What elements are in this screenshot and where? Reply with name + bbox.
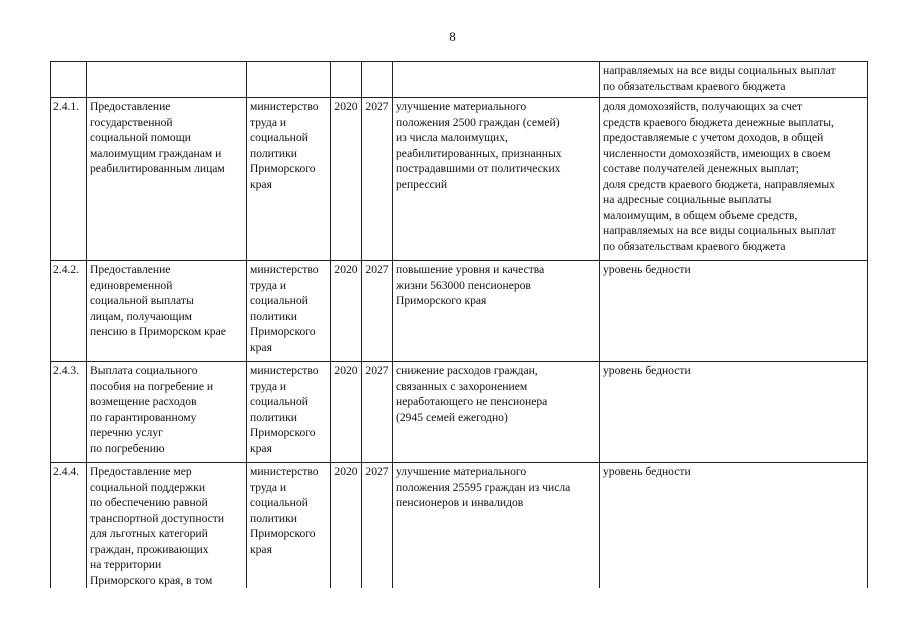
- cell-indicators: уровень бедности: [600, 463, 868, 589]
- cell-number: 2.4.4.: [51, 463, 87, 589]
- cell-measure-name: Предоставление мер социальной поддержки по обеспечению равной транспортной доступности для льготных категорий граждан, проживающих на территории Приморского края, в том: [87, 463, 247, 589]
- cell-end-year: 2027: [362, 261, 393, 362]
- cell-expected-result: улучшение материального положения 25595 граждан из числа пенсионеров и инвалидов: [393, 463, 600, 589]
- cell-number: 2.4.2.: [51, 261, 87, 362]
- table-row: [51, 362, 868, 463]
- table-row: [51, 98, 868, 261]
- page-number: 8: [449, 29, 456, 44]
- cell-number: 2.4.1.: [51, 98, 87, 261]
- cell-start-year: 2020: [331, 98, 362, 261]
- cell-indicators: доля домохозяйств, получающих за счет средств краевого бюджета денежные выплаты, предоставляемые с учетом доходов, в общей численности домохозяйств, имеющих в своем составе получателей денежных выплат; доля средств краевого бюджета, направляемых на адресные социальные выплаты малоимущим, в общем объеме средств, направляемых на все виды социальных выплат по обязательствам краевого бюджета: [600, 98, 868, 261]
- cell-measure-name: Выплата социального пособия на погребение и возмещение расходов по гарантированному перечню услуг по погребению: [87, 362, 247, 463]
- cell-executor: министерство труда и социальной политики Приморского края: [247, 463, 331, 589]
- table-row: [51, 62, 868, 98]
- cell-expected-result: повышение уровня и качества жизни 563000 пенсионеров Приморского края: [393, 261, 600, 362]
- table-row: [51, 463, 868, 589]
- cell-end-year: [362, 62, 393, 98]
- cell-end-year: 2027: [362, 98, 393, 261]
- cell-expected-result: улучшение материального положения 2500 граждан (семей) из числа малоимущих, реабилитированных, признанных пострадавшими от политических репрессий: [393, 98, 600, 261]
- cell-start-year: 2020: [331, 463, 362, 589]
- cell-executor: министерство труда и социальной политики Приморского края: [247, 362, 331, 463]
- cell-end-year: 2027: [362, 463, 393, 589]
- cell-executor: министерство труда и социальной политики Приморского края: [247, 261, 331, 362]
- cell-executor: министерство труда и социальной политики Приморского края: [247, 98, 331, 261]
- cell-executor: [247, 62, 331, 98]
- cell-start-year: 2020: [331, 261, 362, 362]
- cell-measure-name: Предоставление государственной социальной помощи малоимущим гражданам и реабилитированным лицам: [87, 98, 247, 261]
- cell-measure-name: Предоставление единовременной социальной выплаты лицам, получающим пенсию в Приморском крае: [87, 261, 247, 362]
- table-row: [51, 261, 868, 362]
- measures-table: [50, 61, 868, 588]
- cell-number: 2.4.3.: [51, 362, 87, 463]
- cell-expected-result: снижение расходов граждан, связанных с захоронением неработающего не пенсионера (2945 семей ежегодно): [393, 362, 600, 463]
- cell-number: [51, 62, 87, 98]
- cell-indicators: уровень бедности: [600, 362, 868, 463]
- cell-end-year: 2027: [362, 362, 393, 463]
- cell-start-year: 2020: [331, 362, 362, 463]
- cell-start-year: [331, 62, 362, 98]
- cell-measure-name: [87, 62, 247, 98]
- cell-indicators: уровень бедности: [600, 261, 868, 362]
- cell-indicators: направляемых на все виды социальных выплат по обязательствам краевого бюджета: [600, 62, 868, 98]
- cell-expected-result: [393, 62, 600, 98]
